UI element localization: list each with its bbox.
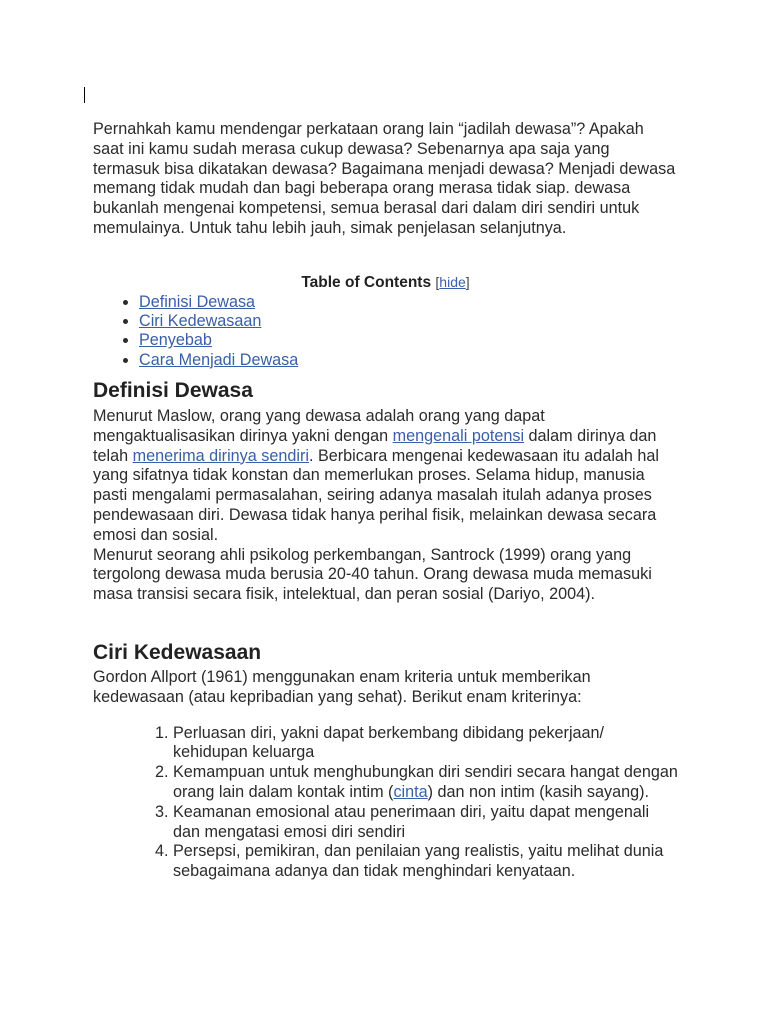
ciri-intro-paragraph: Gordon Allport (1961) menggunakan enam kriteria untuk memberikan kedewasaan (atau kepribadian yang sehat). Berikut enam kriterinya: <box>93 668 591 706</box>
link-mengenali-potensi[interactable]: mengenali potensi <box>392 426 525 445</box>
definisi-section-body <box>93 407 678 605</box>
toc-item <box>139 351 678 370</box>
link-cinta[interactable]: cinta <box>393 782 428 801</box>
heading-definisi-dewasa: Definisi Dewasa <box>93 379 253 402</box>
definisi-paragraph-1: Menurut Maslow, orang yang dewasa adalah orang yang dapat mengaktualisasikan dirinya yakni dengan mengenali potensi dalam dirinya dan telah menerima dirinya sendiri. Berbicara mengenai kedewasaan itu adalah hal yang sifatnya tidak konstan dan memerlukan proses. Selama hidup, manusia pasti mengalami permasalahan, seiring adanya masalah itulah adanya proses pendewasaan diri. Dewasa tidak hanya perihal fisik, melainkan dewasa secara emosi dan sosial. <box>93 407 660 544</box>
table-of-contents <box>93 272 678 370</box>
ciri-section-body <box>93 668 678 882</box>
toc-link-definisi-dewasa[interactable]: Definisi Dewasa <box>139 293 256 311</box>
toc-title: Table of Contents <box>301 274 432 291</box>
toc-link-penyebab[interactable]: Penyebab <box>139 331 212 350</box>
toc-hide-control: [hide] <box>435 274 470 290</box>
heading-ciri-kedewasaan: Ciri Kedewasaan <box>93 641 262 664</box>
toc-hide-link[interactable]: hide <box>439 274 466 290</box>
text-cursor <box>84 87 85 103</box>
toc-item <box>139 293 678 312</box>
toc-item <box>139 312 678 331</box>
toc-link-cara-menjadi-dewasa[interactable]: Cara Menjadi Dewasa <box>139 350 299 369</box>
criteria-item-1: 1. Perluasan diri, yakni dapat berkembang dibidang pekerjaan/ kehidupan keluarga <box>173 724 678 764</box>
link-menerima-dirinya-sendiri[interactable]: menerima dirinya sendiri <box>132 446 309 465</box>
criteria-item-4: 4. Persepsi, pemikiran, dan penilaian yang realistis, yaitu melihat dunia sebagaimana adanya dan tidak menghindari kenyataan. <box>173 842 678 882</box>
definisi-paragraph-2: Menurut seorang ahli psikolog perkembangan, Santrock (1999) orang yang tergolong dewasa muda berusia 20-40 tahun. Orang dewasa muda memasuki masa transisi secara fisik, intelektual, dan peran sosial (Dariyo, 2004). <box>93 545 652 604</box>
criteria-item-3: 3. Keamanan emosional atau penerimaan diri, yaitu dapat mengenali dan mengatasi emosi diri sendiri <box>173 803 678 843</box>
criteria-list <box>93 724 678 882</box>
toc-item <box>139 331 678 350</box>
criteria-item-2: 2. Kemampuan untuk menghubungkan diri sendiri secara hangat dengan orang lain dalam kontak intim (cinta) dan non intim (kasih sayang). <box>173 763 678 803</box>
toc-link-ciri-kedewasaan[interactable]: Ciri Kedewasaan <box>139 312 262 331</box>
toc-header <box>93 272 678 293</box>
toc-list <box>93 293 678 370</box>
intro-paragraph: Pernahkah kamu mendengar perkataan orang lain “jadilah dewasa”? Apakah saat ini kamu sudah merasa cukup dewasa? Sebenarnya apa saja yang termasuk bisa dikatakan dewasa? Bagaimana menjadi dewasa? Menjadi dewasa memang tidak mudah dan bagi beberapa orang merasa tidak siap. dewasa bukanlah mengenai kompetensi, semua berasal dari dalam diri sendiri untuk memulainya. Untuk tahu lebih jauh, simak penjelasan selanjutnya. <box>93 120 676 237</box>
